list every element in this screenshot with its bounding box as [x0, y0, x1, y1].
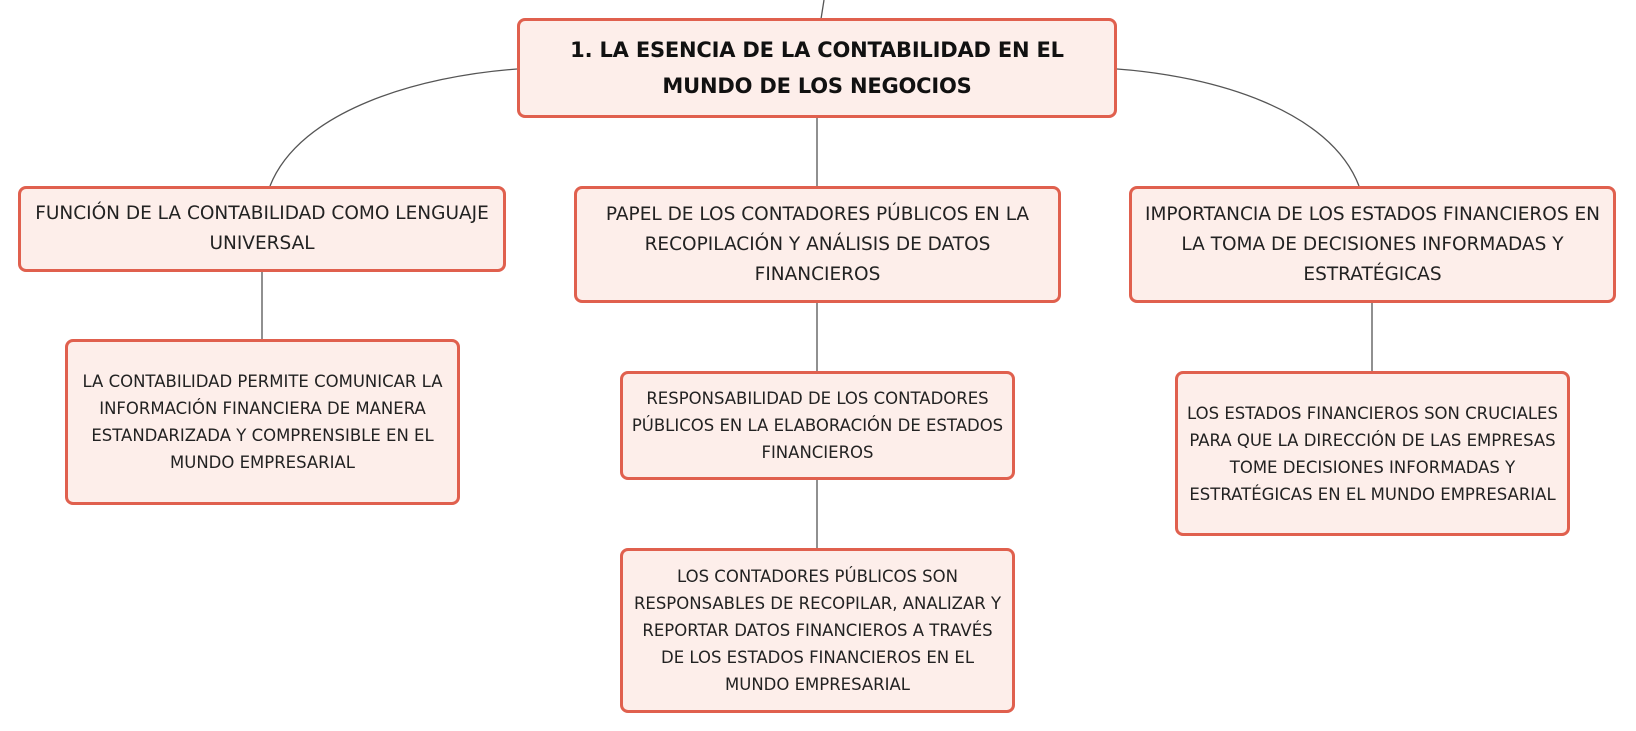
- connector-parent-to-root: [821, 0, 824, 19]
- detail-topic-informed-decisions[interactable]: [1175, 371, 1570, 536]
- detail-topic-responsibility-preparation[interactable]: [620, 371, 1015, 480]
- detail-topic-text: LOS CONTADORES PÚBLICOS SON RESPONSABLES DE RECOPILAR, ANALIZAR Y REPORTAR DATOS FINANCIEROS A TRAVÉS DE LOS ESTADOS FINANCIEROS EN EL MUNDO EMPRESARIAL: [633, 567, 1002, 694]
- branch-topic-text: IMPORTANCIA DE LOS ESTADOS FINANCIEROS EN LA TOMA DE DECISIONES INFORMADAS Y ESTRATÉGICAS: [1144, 203, 1600, 285]
- detail-topic-text: LA CONTABILIDAD PERMITE COMUNICAR LA INFORMACIÓN FINANCIERA DE MANERA ESTANDARIZADA Y COMPRENSIBLE EN EL MUNDO EMPRESARIAL: [82, 372, 443, 472]
- detail-topic-collect-analyze-report[interactable]: [620, 548, 1015, 713]
- branch-topic-financial-statements-importance[interactable]: [1129, 186, 1616, 303]
- detail-topic-standardized-communication[interactable]: [65, 339, 460, 505]
- branch-topic-accounting-language[interactable]: [18, 186, 506, 272]
- root-topic-text: 1. LA ESENCIA DE LA CONTABILIDAD EN EL MUNDO DE LOS NEGOCIOS: [570, 38, 1064, 98]
- branch-topic-public-accountants-role[interactable]: [574, 186, 1061, 303]
- connector-root-to-branch-3: [1117, 69, 1359, 186]
- branch-topic-text: FUNCIÓN DE LA CONTABILIDAD COMO LENGUAJE UNIVERSAL: [35, 203, 489, 254]
- detail-topic-text: LOS ESTADOS FINANCIEROS SON CRUCIALES PARA QUE LA DIRECCIÓN DE LAS EMPRESAS TOME DECISIONES INFORMADAS Y ESTRATÉGICAS EN EL MUNDO EMPRESARIAL: [1187, 403, 1558, 504]
- branch-topic-text: PAPEL DE LOS CONTADORES PÚBLICOS EN LA RECOPILACIÓN Y ANÁLISIS DE DATOS FINANCIEROS: [605, 203, 1030, 285]
- detail-topic-text: RESPONSABILIDAD DE LOS CONTADORES PÚBLICOS EN LA ELABORACIÓN DE ESTADOS FINANCIEROS: [631, 389, 1004, 462]
- root-topic[interactable]: [517, 18, 1117, 118]
- connector-root-to-branch-1: [270, 69, 517, 186]
